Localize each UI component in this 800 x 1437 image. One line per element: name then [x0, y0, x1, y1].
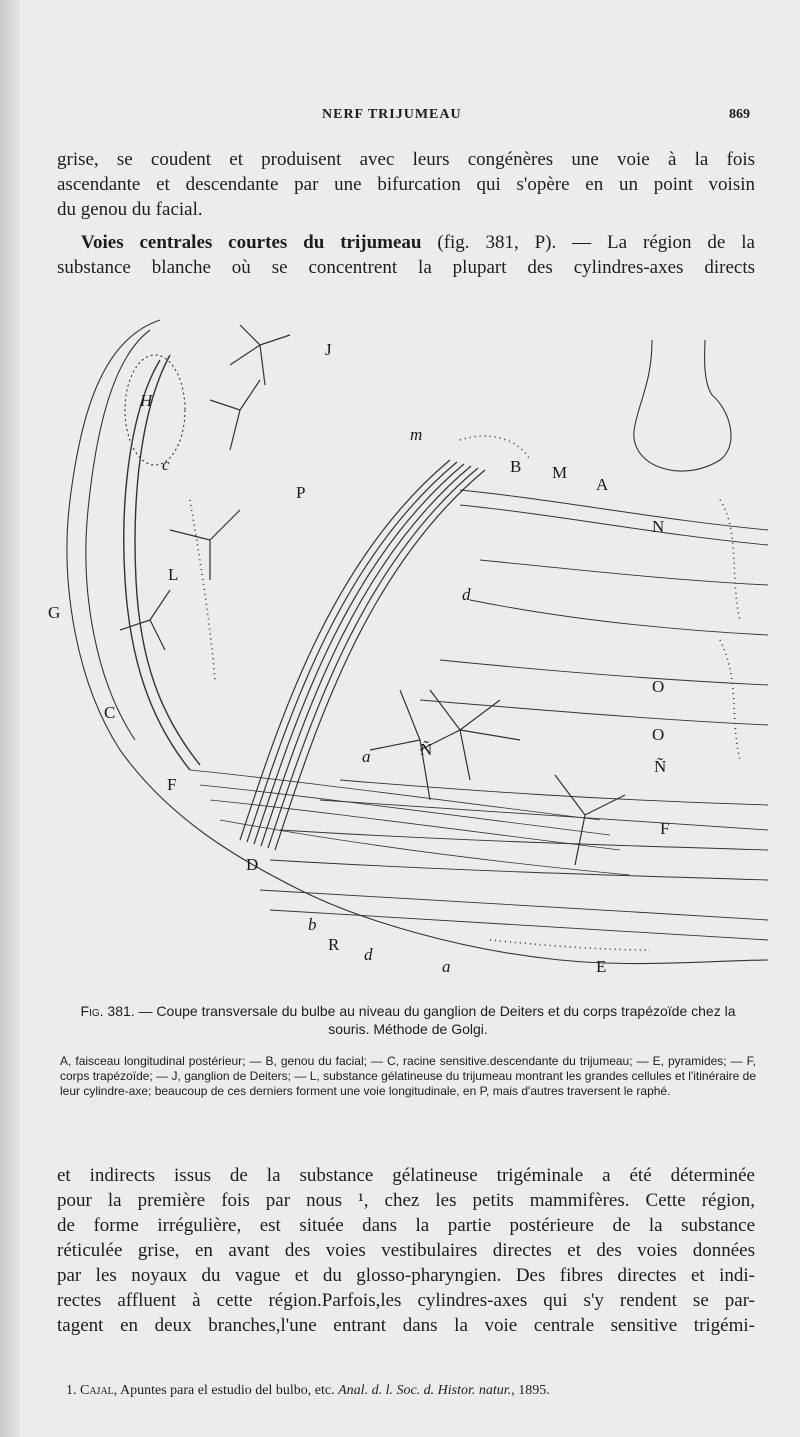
heading-continuation: (fig. 381, P). — La région de la: [421, 232, 755, 253]
running-title: NERF TRIJUMEAU: [322, 107, 462, 122]
paragraph-voies-centrales: [57, 230, 755, 280]
descending-root: [124, 360, 190, 770]
fibre-bundle-m: [240, 460, 485, 850]
label-r: R: [328, 935, 340, 954]
text-line: tagent en deux branches,l'une entrant dans la voie centrale sensitive trigémi-: [57, 1315, 755, 1336]
paragraph-continuation: [57, 1163, 755, 1338]
label-a-mid: a: [362, 747, 371, 766]
figure-caption: [60, 1002, 756, 1038]
text-line: de forme irrégulière, est située dans la partie postérieure de la substance: [57, 1215, 755, 1236]
label-e: E: [596, 957, 607, 976]
figure-381-illustration: [40, 300, 770, 990]
label-d-lower: d: [364, 945, 373, 964]
footnote: [66, 1383, 756, 1399]
footnote-journal: Anal. d. l. Soc. d. Histor. natur.: [338, 1383, 512, 1398]
label-g: G: [48, 603, 61, 622]
text-line: pour la première fois par nous ¹, chez les petits mammifères. Cette région,: [57, 1190, 755, 1211]
text-line: ascendante et descendante par une bifurcation qui s'opère en un point voisin: [57, 174, 755, 195]
ventricle-outline: [634, 340, 731, 471]
page-edge: [0, 0, 20, 1437]
label-d-upper: d: [462, 585, 471, 604]
text-line: grise, se coudent et produisent avec leurs congénères une voie à la fois: [57, 149, 755, 170]
label-b-lower: b: [308, 915, 317, 934]
text-line: du genou du facial.: [57, 199, 203, 220]
nucleus-h: [125, 355, 185, 465]
label-a: A: [596, 475, 609, 494]
label-c-upper: C: [104, 703, 116, 722]
label-m-upper: M: [552, 463, 568, 482]
paragraph-continued: [57, 147, 755, 222]
label-d: D: [246, 855, 259, 874]
label-f-right: F: [660, 819, 670, 838]
label-h: H: [140, 391, 153, 410]
text-line: et indirects issus de la substance gélatineuse trigéminale a été déterminée: [57, 1165, 755, 1186]
longitudinal-fibres: [260, 490, 768, 940]
section-heading: Voies centrales courtes du trijumeau: [81, 232, 422, 253]
text-line: [57, 230, 755, 255]
text-line: substance blanche où se concentrent la plupart des cylindres-axes directs: [57, 257, 755, 278]
label-f-left: F: [167, 775, 177, 794]
caption-text: — Coupe transversale du bulbe au niveau du ganglion de Deiters et du corps trapézoïde chez la souris. Méthode de Golgi.: [134, 1003, 736, 1037]
figure-number: Fig. 381.: [80, 1003, 135, 1019]
footnote-number: 1.: [66, 1383, 80, 1398]
label-j: J: [325, 340, 332, 359]
label-n-tilde-2: Ñ: [654, 757, 667, 776]
running-header: [0, 103, 800, 127]
label-o1: O: [652, 677, 665, 696]
text-line: réticulée grise, en avant des voies vestibulaires directes et des voies données: [57, 1240, 755, 1261]
label-c: c: [162, 455, 170, 474]
label-n-tilde-1: Ñ: [420, 740, 433, 759]
figure-labels: [48, 340, 669, 976]
label-l: L: [168, 565, 179, 584]
figure-legend: A, faisceau longitudinal postérieur; — B, genou du facial; — C, racine sensitive.descendante du trijumeau; — E, pyramides; — F, corps trapézoïde; — J, ganglion de Deiters; — L, substance gélatineuse du trijumeau montrant les grandes cellules et l'itinéraire de leur cylindre-axe; beaucoup de ces derniers forment une voie longitudinale, en P, mais d'autres traversent le raphé.: [60, 1054, 756, 1098]
bulb-outline: [67, 320, 768, 964]
label-m: m: [410, 425, 423, 444]
label-o2: O: [652, 725, 665, 744]
text-line: par les noyaux du vague et du glosso-pharyngien. Des fibres directes et indi-: [57, 1265, 755, 1286]
label-a-lower: a: [442, 957, 451, 976]
label-n: N: [652, 517, 665, 536]
text-line: rectes affluent à cette région.Parfois,les cylindres-axes qui s'y rendent se par-: [57, 1290, 755, 1311]
label-b: B: [510, 457, 522, 476]
page-number: 869: [729, 107, 750, 122]
footnote-year: , 1895.: [511, 1383, 550, 1398]
label-p: P: [296, 483, 306, 502]
footnote-text: , Apuntes para el estudio del bulbo, etc.: [113, 1383, 339, 1398]
footnote-author: Cajal: [80, 1383, 114, 1398]
